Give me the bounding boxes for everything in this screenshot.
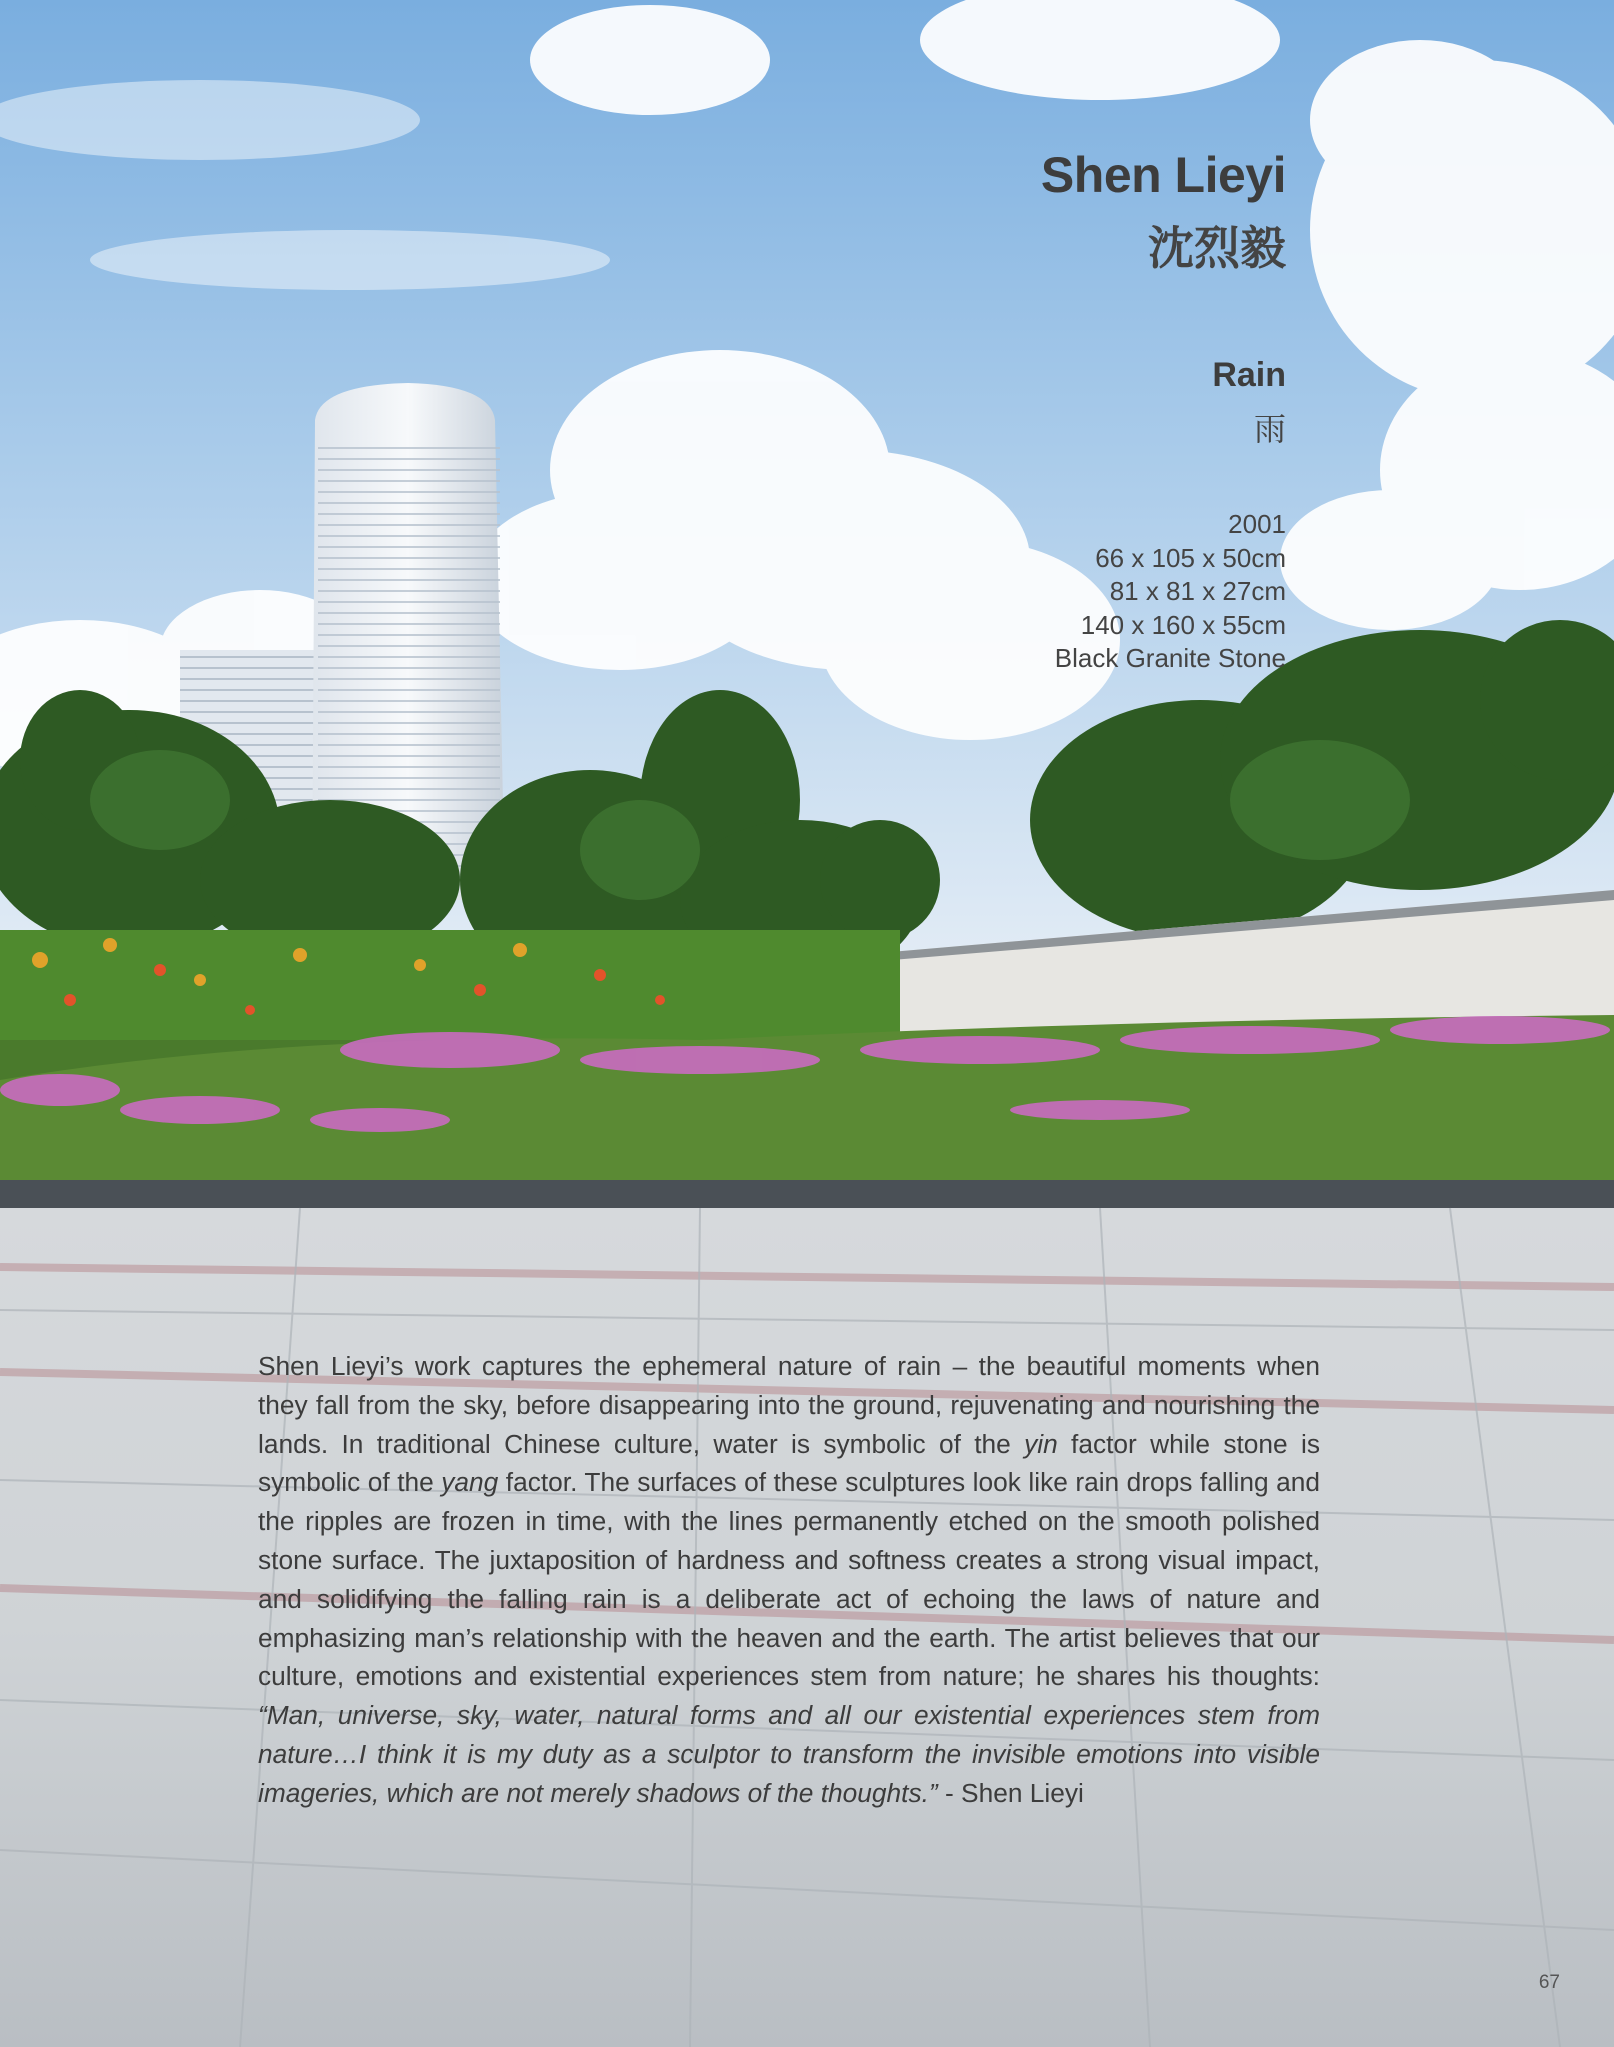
description-text: Shen Lieyi’s work captures the ephemeral nature of rain – the beautiful moments when they fall from the sky, before disappearing into the ground, rejuvenating and nourishing the lands. In traditional Chinese culture, water is symbolic of the [258,1351,1320,1459]
artwork-dimension: 81 x 81 x 27cm [1109,576,1286,606]
artist-name: Shen Lieyi [1040,147,1286,203]
curb [0,1180,1614,1208]
artwork-year: 2001 [1228,509,1286,539]
page-number: 67 [1538,1972,1560,1993]
artist-name-chinese: 沈烈毅 [1148,221,1286,275]
quote-attribution: - Shen Lieyi [937,1777,1084,1808]
artwork-description [258,1347,1320,1813]
description-paragraph [258,1347,1320,1813]
artwork-title: Rain [1212,356,1286,394]
description-text: factor. The surfaces of these sculptures look like rain drops falling and the ripples are frozen in time, with the lines permanently etched on the smooth polished stone surface. The juxtaposition of hardness and softness creates a strong visual impact, and solidifying the falling rain is a deliberate act of echoing the laws of nature and emphasizing man’s relationship with the heaven and the earth. The artist believes that our culture, emotions and existential experiences stem from nature; he shares his thoughts: [258,1467,1320,1692]
description-yang: yang [441,1467,499,1498]
artwork-title-chinese: 雨 [1253,410,1286,448]
artwork-material: Black Granite Stone [1054,643,1286,673]
artwork-dimension: 140 x 160 x 55cm [1080,609,1286,640]
artist-quote: “Man, universe, sky, water, natural forms and all our existential experiences stem from nature…I think it is my duty as a sculptor to transform the invisible emotions into visible imageries, which are not merely shadows of the thoughts.” [258,1700,1320,1808]
description-text: factor while stone is symbolic of the [258,1428,1320,1498]
description-yin: yin [1024,1428,1058,1459]
artwork-details [1055,508,1286,676]
artwork-dimension: 66 x 105 x 50cm [1095,542,1286,573]
